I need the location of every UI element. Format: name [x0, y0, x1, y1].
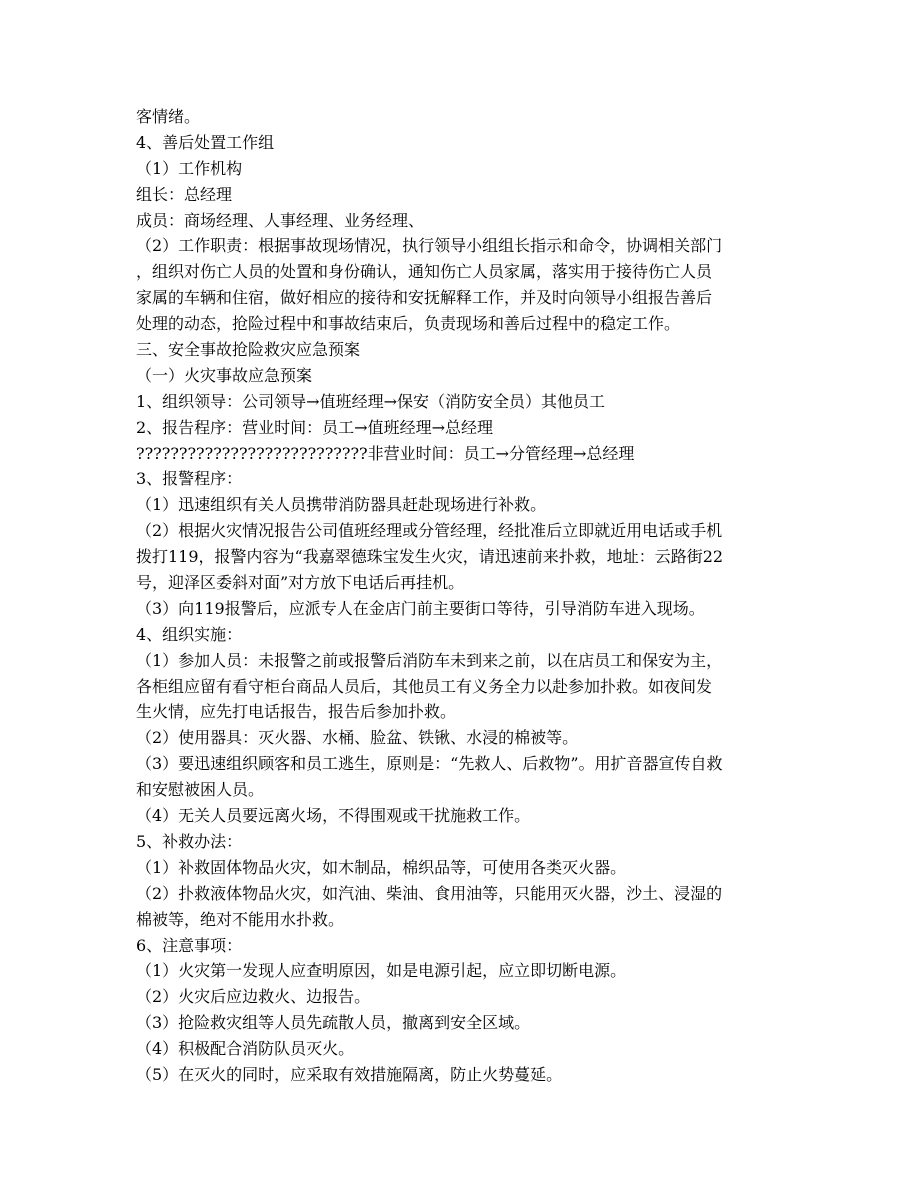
text-line: 和安慰被困人员。 [136, 780, 265, 800]
text-line: （4）无关人员要远离火场，不得围观或干扰施救工作。 [136, 806, 531, 826]
text-line: （1）迅速组织有关人员携带消防器具赶赴现场进行补救。 [136, 495, 547, 515]
text-line: （3）向119报警后，应派专人在金店门前主要街口等待，引导消防车进入现场。 [136, 598, 705, 618]
text-line: （1）参加人员：未报警之前或报警后消防车未到来之前，以在店员工和保安为主， [136, 650, 723, 670]
text-line: 2、报告程序：营业时间：员工→值班经理→总经理 [136, 417, 493, 437]
text-line: （1）火灾第一发现人应查明原因，如是电源引起，应立即切断电源。 [136, 961, 627, 981]
text-line: 成员：商场经理、人事经理、业务经理、 [136, 210, 425, 230]
text-line: （4）积极配合消防队员灭火。 [136, 1039, 355, 1059]
text-line: （2）使用器具：灭火器、水桶、脸盆、铁锹、水浸的棉被等。 [136, 728, 579, 748]
section-heading: 3、报警程序： [136, 469, 243, 489]
text-line: 拨打119，报警内容为“我嘉翠德珠宝发生火灾，请迅速前来扑救，地址：云路街22 [136, 547, 724, 567]
text-line: 生火情，应先打电话报告，报告后参加扑救。 [136, 702, 457, 722]
text-line: （2）根据火灾情况报告公司值班经理或分管经理，经批准后立即就近用电话或手机 [136, 521, 723, 541]
text-line: （5）在灭火的同时，应采取有效措施隔离，防止火势蔓延。 [136, 1064, 563, 1084]
text-line: （2）扑救液体物品火灾，如汽油、柴油、食用油等，只能用灭火器，沙土、浸湿的 [136, 883, 723, 903]
text-line: （3）要迅速组织顾客和员工逃生，原则是：“先救人、后救物”。用扩音器宣传自救 [136, 754, 723, 774]
text-line: 处理的动态，抢险过程中和事故结束后，负责现场和善后过程中的稳定工作。 [136, 314, 681, 334]
text-line: 号，迎泽区委斜对面”对方放下电话后再挂机。 [136, 573, 465, 593]
section-heading: 6、注意事项： [136, 935, 243, 955]
text-line: （2）火灾后应边救火、边报告。 [136, 987, 371, 1007]
text-line: 各柜组应留有看守柜台商品人员后，其他员工有义务全力以赴参加扑救。如夜间发 [136, 676, 713, 696]
text-line: 1、组织领导：公司领导→值班经理→保安（消防安全员）其他员工 [136, 391, 605, 411]
chapter-heading: 三、安全事故抢险救灾应急预案 [136, 340, 361, 360]
subsection-heading: （1）工作机构 [136, 158, 243, 178]
text-line: ???????????????????????????非营业时间：员工→分管经理→总经理 [136, 443, 635, 463]
text-line: （1）补救固体物品火灾，如木制品，棉织品等，可使用各类灭火器。 [136, 857, 627, 877]
section-heading: 4、善后处置工作组 [136, 132, 275, 152]
document-body [136, 104, 786, 1088]
text-line: 家属的车辆和住宿，做好相应的接待和安抚解释工作，并及时向领导小组报告善后 [136, 288, 713, 308]
text-line: ，组织对伤亡人员的处置和身份确认，通知伤亡人员家属，落实用于接待伤亡人员 [136, 262, 713, 282]
section-heading: 5、补救办法： [136, 831, 243, 851]
text-line: （2）工作职责：根据事故现场情况，执行领导小组组长指示和命令，协调相关部门 [136, 236, 723, 256]
text-line: （3）抢险救灾组等人员先疏散人员，撤离到安全区域。 [136, 1013, 531, 1033]
subsection-heading: （一）火灾事故应急预案 [136, 365, 313, 385]
text-line: 组长：总经理 [136, 184, 233, 204]
text-line: 客情绪。 [136, 107, 201, 126]
text-line: 棉被等，绝对不能用水扑救。 [136, 909, 345, 929]
section-heading: 4、组织实施： [136, 624, 243, 644]
